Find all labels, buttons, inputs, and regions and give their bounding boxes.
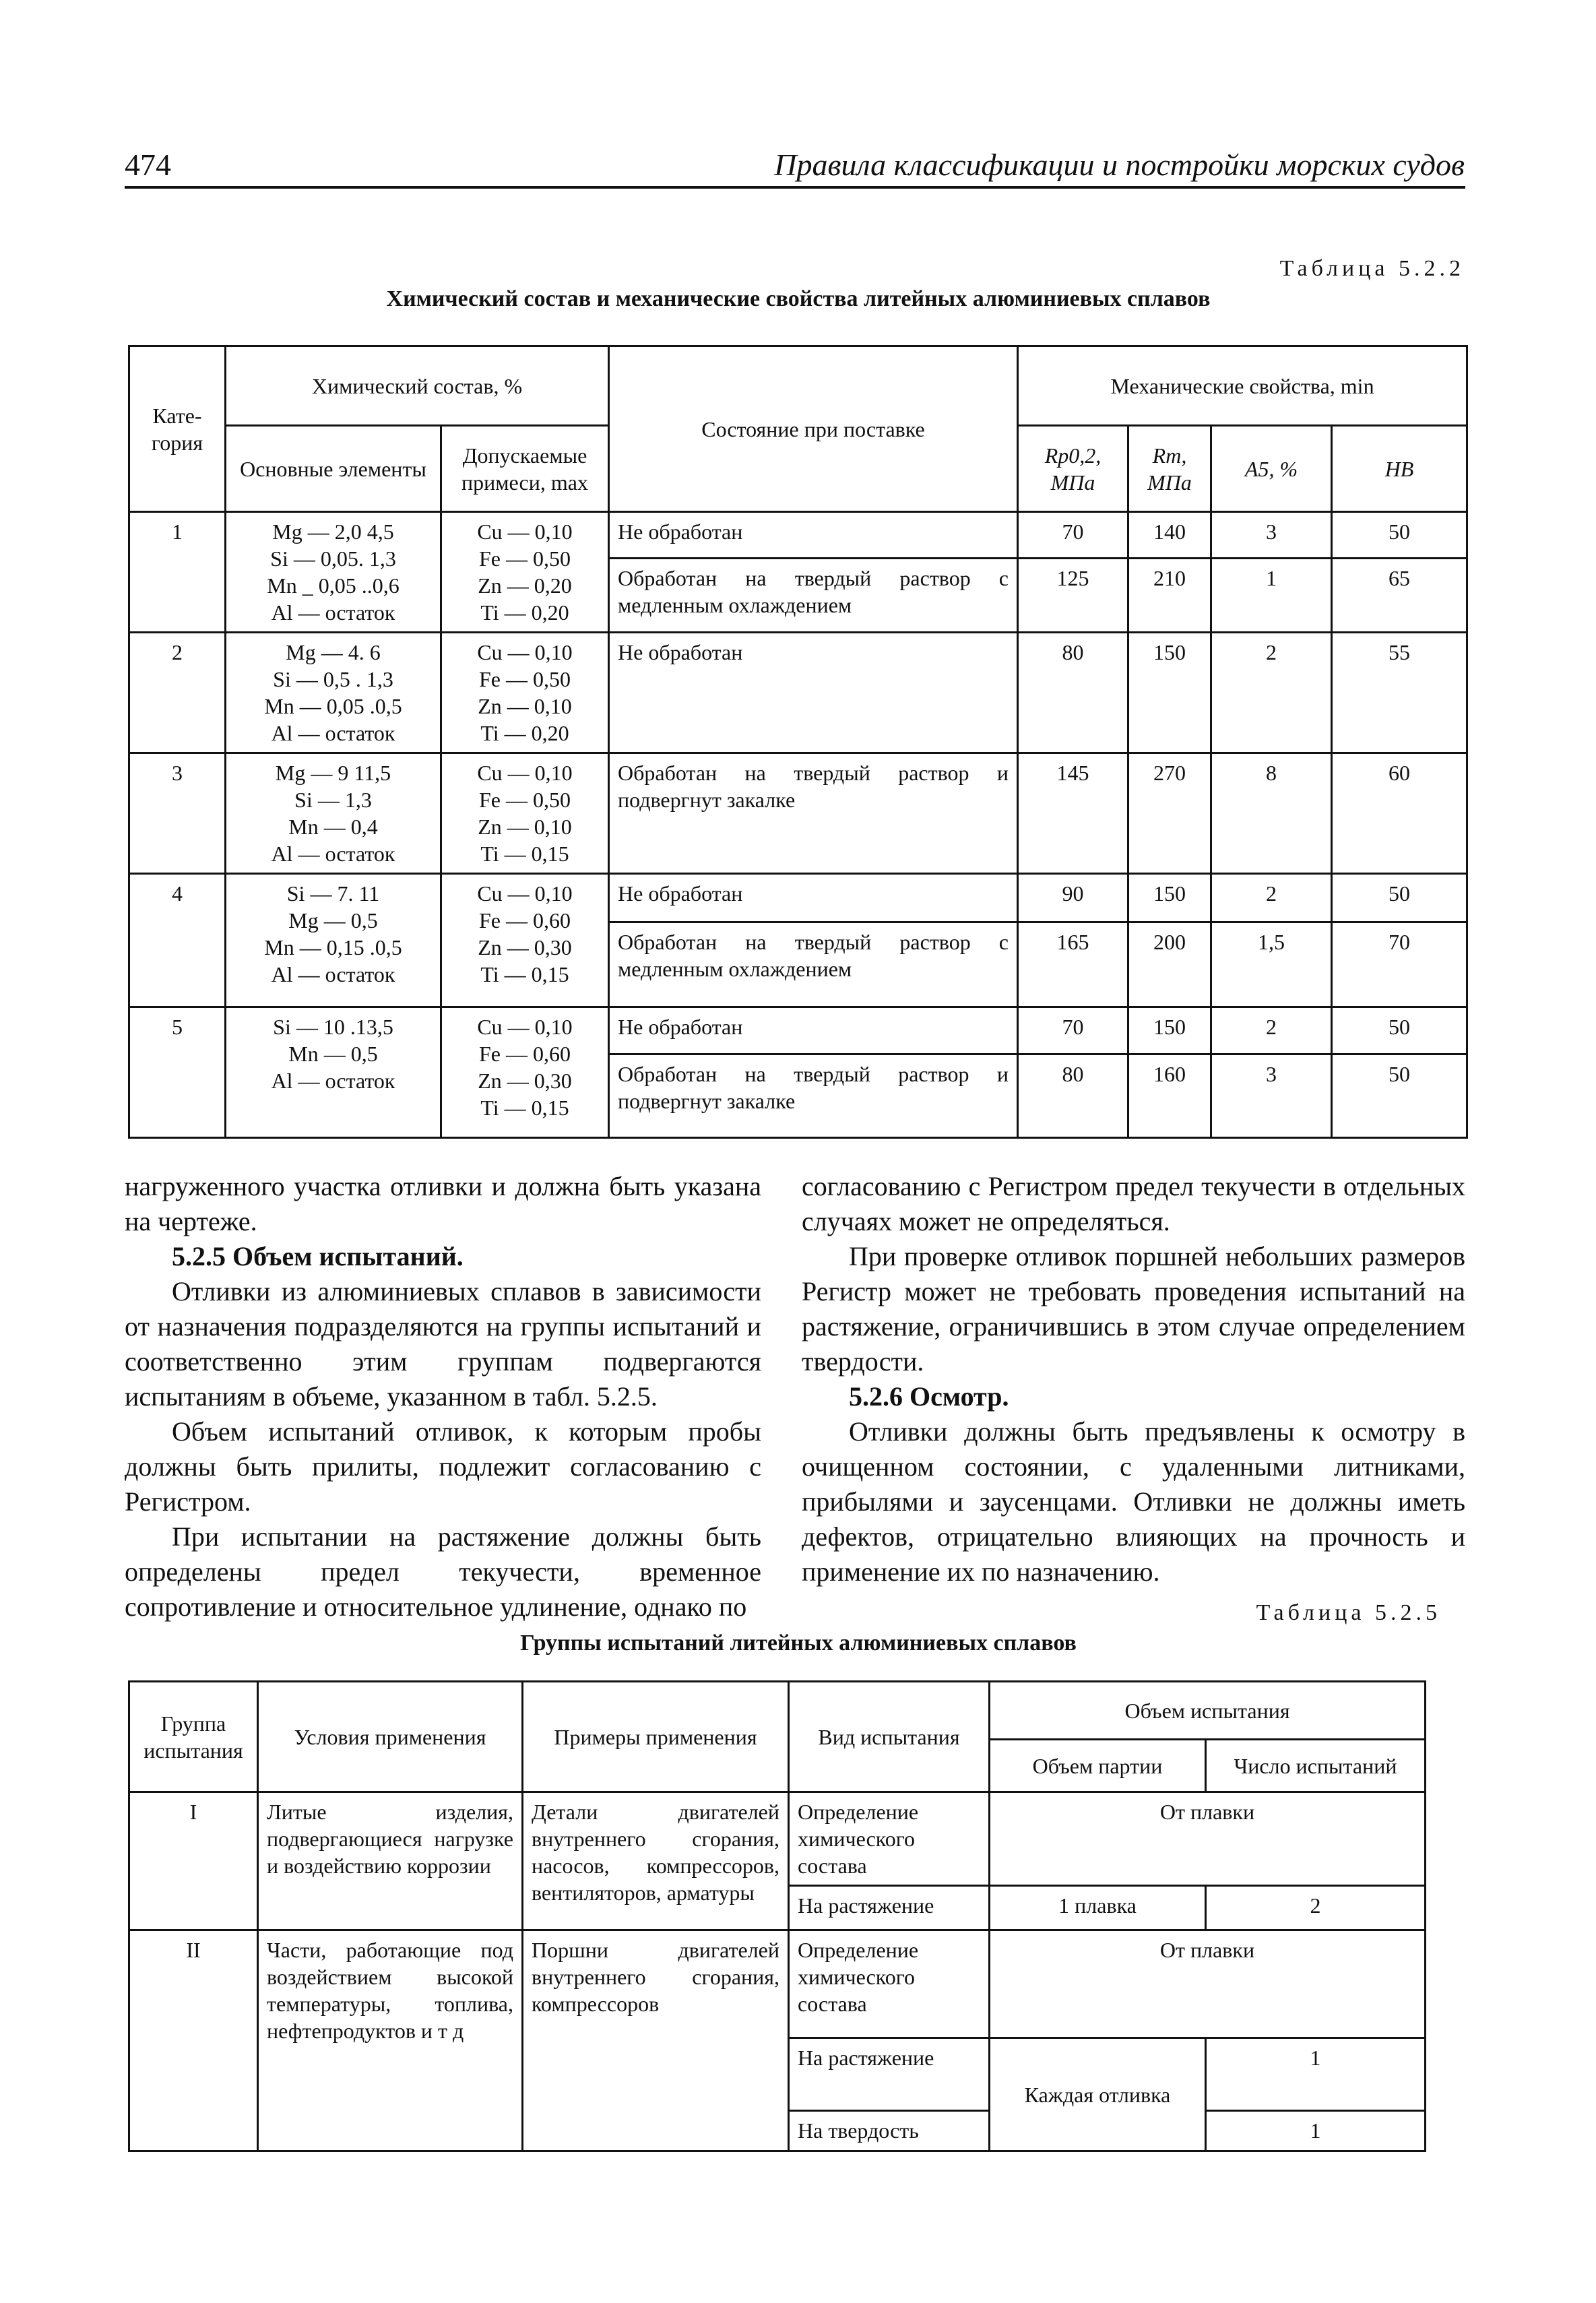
hb-value: 50 — [1332, 512, 1467, 559]
count-cell: 1 — [1206, 2038, 1426, 2111]
section-heading-5-2-6: 5.2.6 Осмотр. — [849, 1381, 1009, 1412]
table2-title: Группы испытаний литейных алюминиевых сплавов — [520, 1631, 1077, 1655]
table2-caption: Таблица 5.2.5 — [1256, 1600, 1441, 1625]
test-type-cell: На растяжение — [789, 2038, 990, 2111]
paragraph: нагруженного участка отливки и должна быть указана на чертеже. — [125, 1171, 761, 1236]
conditions-cell: Литые изделия, подвергающиеся нагрузке и воздействию коррозии — [258, 1792, 523, 1930]
main-elements-3: Mg — 9 11,5 Si — 1,3 Mn — 0,4 Al — остаток — [226, 753, 441, 874]
examples-cell: Поршни двигателей внутреннего сгорания, компрессоров — [523, 1930, 789, 2151]
count-cell: 2 — [1206, 1886, 1426, 1930]
rm-value: 210 — [1128, 559, 1211, 633]
hdr-impurities: Допускаемые примеси, max — [441, 426, 609, 512]
state-cell: Обработан на твердый раствор с медленным охлаждением — [609, 922, 1018, 1007]
table-row — [129, 753, 1467, 874]
hb-value: 70 — [1332, 922, 1467, 1007]
a5-value: 1 — [1211, 559, 1332, 633]
hb-value: 65 — [1332, 559, 1467, 633]
hdr-group: Группа испытания — [129, 1682, 258, 1792]
paragraph: При проверке отливок поршней небольших размеров Регистр может не требовать проведения испытаний на растяжение, ограничившись в этом случае определением твердости. — [802, 1241, 1465, 1377]
a5-value: 2 — [1211, 633, 1332, 753]
paragraph: Объем испытаний отливок, к которым пробы должны быть прилиты, подлежит согласованию с Регистром. — [125, 1416, 761, 1517]
hdr-count: Число испытаний — [1206, 1740, 1426, 1792]
body-right-column — [802, 1169, 1465, 1589]
hdr-hb: HB — [1332, 426, 1467, 512]
paragraph: согласованию с Регистром предел текучести в отдельных случаях может не определяться. — [802, 1171, 1465, 1236]
examples-cell: Детали двигателей внутреннего сгорания, насосов, компрессоров, вентиляторов, арматуры — [523, 1792, 789, 1930]
hdr-state: Состояние при поставке — [609, 346, 1018, 512]
hdr-conditions: Условия применения — [258, 1682, 523, 1792]
rp-value: 145 — [1018, 753, 1128, 874]
cat-5: 5 — [129, 1007, 226, 1138]
state-cell: Не обработан — [609, 512, 1018, 559]
paragraph: Отливки должны быть предъявлены к осмотру в очищенном состоянии, с удаленными литниками, прибылями и заусенцами. Отливки не должны иметь дефектов, отрицательно влияющих на прочность и применение их по назначению. — [802, 1416, 1465, 1587]
state-cell: Не обработан — [609, 633, 1018, 753]
count-cell: 1 — [1206, 2111, 1426, 2151]
table1-title: Химический состав и механические свойства литейных алюминиевых сплавов — [386, 286, 1211, 311]
impurities-5: Cu — 0,10 Fe — 0,60 Zn — 0,30 Ti — 0,15 — [441, 1007, 609, 1138]
cat-1: 1 — [129, 512, 226, 633]
rp-value: 125 — [1018, 559, 1128, 633]
a5-value: 3 — [1211, 1054, 1332, 1138]
state-cell: Обработан на твердый раствор и подвергнут закалке — [609, 1054, 1018, 1138]
state-cell: Обработан на твердый раствор и подвергнут закалке — [609, 753, 1018, 874]
a5-value: 2 — [1211, 874, 1332, 922]
paragraph: Отливки из алюминиевых сплавов в зависимости от назначения подразделяются на группы испытаний и соответственно этим группам подвергаются испытаниям в объеме, указанном в табл. 5.2.5. — [125, 1276, 761, 1412]
rm-value: 150 — [1128, 633, 1211, 753]
rp-value: 70 — [1018, 512, 1128, 559]
chem-mech-table — [128, 345, 1468, 1139]
group-1: I — [129, 1792, 258, 1930]
rp-value: 80 — [1018, 633, 1128, 753]
test-type-cell: На растяжение — [789, 1886, 990, 1930]
rm-value: 270 — [1128, 753, 1211, 874]
a5-value: 3 — [1211, 512, 1332, 559]
hdr-chem: Химический состав, % — [226, 346, 609, 426]
a5-value: 1,5 — [1211, 922, 1332, 1007]
main-elements-2: Mg — 4. 6 Si — 0,5 . 1,3 Mn — 0,05 .0,5 Al — остаток — [226, 633, 441, 753]
rp-value: 90 — [1018, 874, 1128, 922]
hdr-test-type: Вид испытания — [789, 1682, 990, 1792]
impurities-3: Cu — 0,10 Fe — 0,50 Zn — 0,10 Ti — 0,15 — [441, 753, 609, 874]
hdr-a5: A5, % — [1211, 426, 1332, 512]
rp-value: 70 — [1018, 1007, 1128, 1054]
test-type-cell: Определение химического состава — [789, 1930, 990, 2038]
a5-value: 8 — [1211, 753, 1332, 874]
impurities-1: Cu — 0,10 Fe — 0,50 Zn — 0,20 Ti — 0,20 — [441, 512, 609, 633]
hb-value: 50 — [1332, 1054, 1467, 1138]
a5-value: 2 — [1211, 1007, 1332, 1054]
main-elements-5: Si — 10 .13,5 Mn — 0,5 Al — остаток — [226, 1007, 441, 1138]
volume-merged-cell: От плавки — [990, 1930, 1426, 2038]
main-elements-4: Si — 7. 11 Mg — 0,5 Mn — 0,15 .0,5 Al — остаток — [226, 874, 441, 1007]
impurities-2: Cu — 0,10 Fe — 0,50 Zn — 0,10 Ti — 0,20 — [441, 633, 609, 753]
cat-2: 2 — [129, 633, 226, 753]
rm-value: 160 — [1128, 1054, 1211, 1138]
hdr-rm: Rm, МПа — [1128, 426, 1211, 512]
volume-merged-cell: От плавки — [990, 1792, 1426, 1886]
table-row — [129, 1007, 1467, 1054]
hdr-mech: Механические свойства, min — [1018, 346, 1467, 426]
hdr-rp: Rp0,2, МПа — [1018, 426, 1128, 512]
group-2: II — [129, 1930, 258, 2151]
hdr-batch: Объем партии — [990, 1740, 1206, 1792]
paragraph: При испытании на растяжение должны быть определены предел текучести, временное сопротивление и относительное удлинение, однако по — [125, 1521, 761, 1622]
conditions-cell: Части, работающие под воздействием высокой температуры, топлива, нефтепродуктов и т д — [258, 1930, 523, 2151]
table1-caption: Таблица 5.2.2 — [1279, 256, 1465, 281]
cat-3: 3 — [129, 753, 226, 874]
hb-value: 55 — [1332, 633, 1467, 753]
cat-4: 4 — [129, 874, 226, 1007]
state-cell: Не обработан — [609, 1007, 1018, 1054]
section-heading-5-2-5: 5.2.5 Объем испытаний. — [172, 1241, 464, 1271]
hb-value: 60 — [1332, 753, 1467, 874]
table-row — [129, 1792, 1426, 1886]
hb-value: 50 — [1332, 1007, 1467, 1054]
hdr-volume: Объем испытания — [990, 1682, 1426, 1740]
hdr-category: Кате- гория — [129, 346, 226, 512]
page-number: 474 — [125, 148, 171, 182]
rm-value: 140 — [1128, 512, 1211, 559]
rm-value: 200 — [1128, 922, 1211, 1007]
impurities-4: Cu — 0,10 Fe — 0,60 Zn — 0,30 Ti — 0,15 — [441, 874, 609, 1007]
running-title: Правила классификации и постройки морских судов — [774, 148, 1465, 182]
rp-value: 80 — [1018, 1054, 1128, 1138]
state-cell: Не обработан — [609, 874, 1018, 922]
hdr-examples: Примеры применения — [523, 1682, 789, 1792]
main-elements-1: Mg — 2,0 4,5 Si — 0,05. 1,3 Mn _ 0,05 ..0,6 Al — остаток — [226, 512, 441, 633]
table-row — [129, 874, 1467, 922]
rp-value: 165 — [1018, 922, 1128, 1007]
state-cell: Обработан на твердый раствор с медленным охлаждением — [609, 559, 1018, 633]
hdr-main-elements: Основные элементы — [226, 426, 441, 512]
batch-cell: 1 плавка — [990, 1886, 1206, 1930]
header-rule — [125, 186, 1465, 189]
batch-cell: Каждая отливка — [990, 2038, 1206, 2151]
test-type-cell: На твердость — [789, 2111, 990, 2151]
test-groups-table — [128, 1680, 1426, 2152]
table-row — [129, 633, 1467, 753]
hb-value: 50 — [1332, 874, 1467, 922]
table-row — [129, 512, 1467, 559]
body-left-column — [125, 1169, 761, 1624]
test-type-cell: Определение химического состава — [789, 1792, 990, 1886]
rm-value: 150 — [1128, 874, 1211, 922]
table-row — [129, 1930, 1426, 2038]
rm-value: 150 — [1128, 1007, 1211, 1054]
